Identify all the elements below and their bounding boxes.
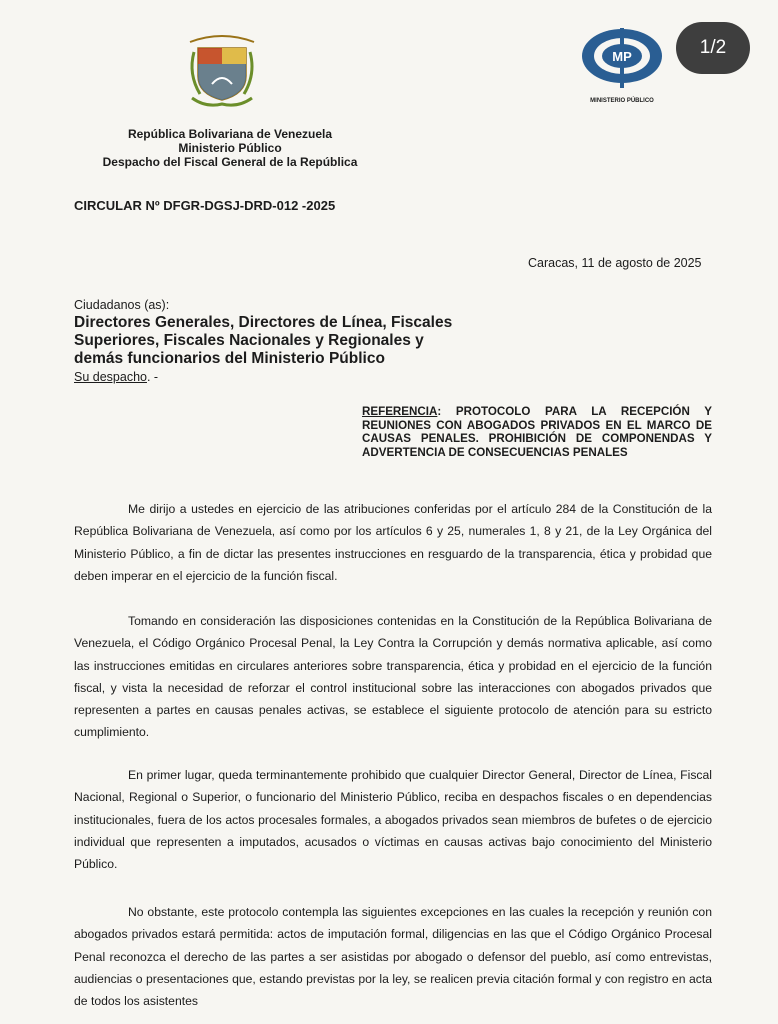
mp-logo-text: MP [612,49,632,64]
recipient-names: Directores Generales, Directores de Línea, Fiscales Superiores, Fiscales Nacionales y Regionales y demás funcionarios del Ministerio Público [74,314,453,367]
despacho-label: Su despacho [74,370,147,384]
venezuela-coat-of-arms-icon [186,28,258,108]
su-despacho [74,370,474,384]
despacho-suffix: . - [146,370,159,384]
circular-number: CIRCULAR Nº DFGR-DGSJ-DRD-012 -2025 [74,198,336,213]
header-line-2: Ministerio Público [178,141,282,155]
letterhead [80,127,380,169]
header-line-1: República Bolivariana de Venezuela [127,127,333,141]
body-paragraph-2: Tomando en consideración las disposiciones contenidas en la Constitución de la República Bolivariana de Venezuela, el Código Orgánico Procesal Penal, la Ley Contra la Corrupción y demás normativa aplicable, así como las instrucciones emitidas en circulares anteriores sobre transparencia, ética y probidad en el ejercicio de la función fiscal, y vista la necesidad de reforzar el control institucional sobre las interacciones con abogados privados que representen a partes en causas penales activas, se establece el siguiente protocolo de atención para su estricto cumplimiento. [74,614,712,740]
mp-logo-caption: MINISTERIO PÚBLICO [590,98,654,104]
body-paragraph-4: No obstante, este protocolo contempla las siguientes excepciones en las cuales la recepción y reunión con abogados privados estará permitida: actos de imputación formal, diligencias en las que el Código Orgánico Procesal Penal reconozca el derecho de las partes a ser asistidas por abogado o defensor del pueblo, así como entrevistas, audiencias o presentaciones que, estando previstas por la ley, se realicen previa citación formal y con registro en acta de todos los asistentes [74,905,712,1009]
reference-block [362,405,712,459]
document-date: Caracas, 11 de agosto de 2025 [528,256,702,270]
body-paragraph-3: En primer lugar, queda terminantemente prohibido que cualquier Director General, Director de Línea, Fiscal Nacional, Regional o Superior, o funcionario del Ministerio Público, reciba en despachos fiscales o en dependencias institucionales, fuera de los actos procesales formales, a abogados privados sean miembros de bufetes o de ejercicio individual que representen a imputados, acusados o víctimas en causas activas bajo conocimiento del Ministerio Público. [74,768,712,872]
header-line-3: Despacho del Fiscal General de la República [102,155,358,169]
reference-label: REFERENCIA [362,405,438,418]
page-counter: 1/2 [676,22,750,74]
body-paragraph-1: Me dirijo a ustedes en ejercicio de las atribuciones conferidas por el artículo 284 de la Constitución de la República Bolivariana de Venezuela, así como por los artículos 6 y 25, numerales 1, 8 y 21, de la Ley Orgánica del Ministerio Público, a fin de dictar las presentes instrucciones en resguardo de la transparencia, ética y probidad que deben imperar en el ejercicio de la función fiscal. [74,502,712,583]
recipients-block [74,298,474,384]
ministerio-publico-logo-icon [580,26,664,92]
salutation: Ciudadanos (as): [74,298,170,312]
reference-text: : PROTOCOLO PARA LA RECEPCIÓN Y REUNIONES CON ABOGADOS PRIVADOS EN EL MARCO DE CAUSAS PENALES. PROHIBICIÓN DE COMPONENDAS Y ADVERTENCIA DE CONSECUENCIAS PENALES [362,405,712,459]
